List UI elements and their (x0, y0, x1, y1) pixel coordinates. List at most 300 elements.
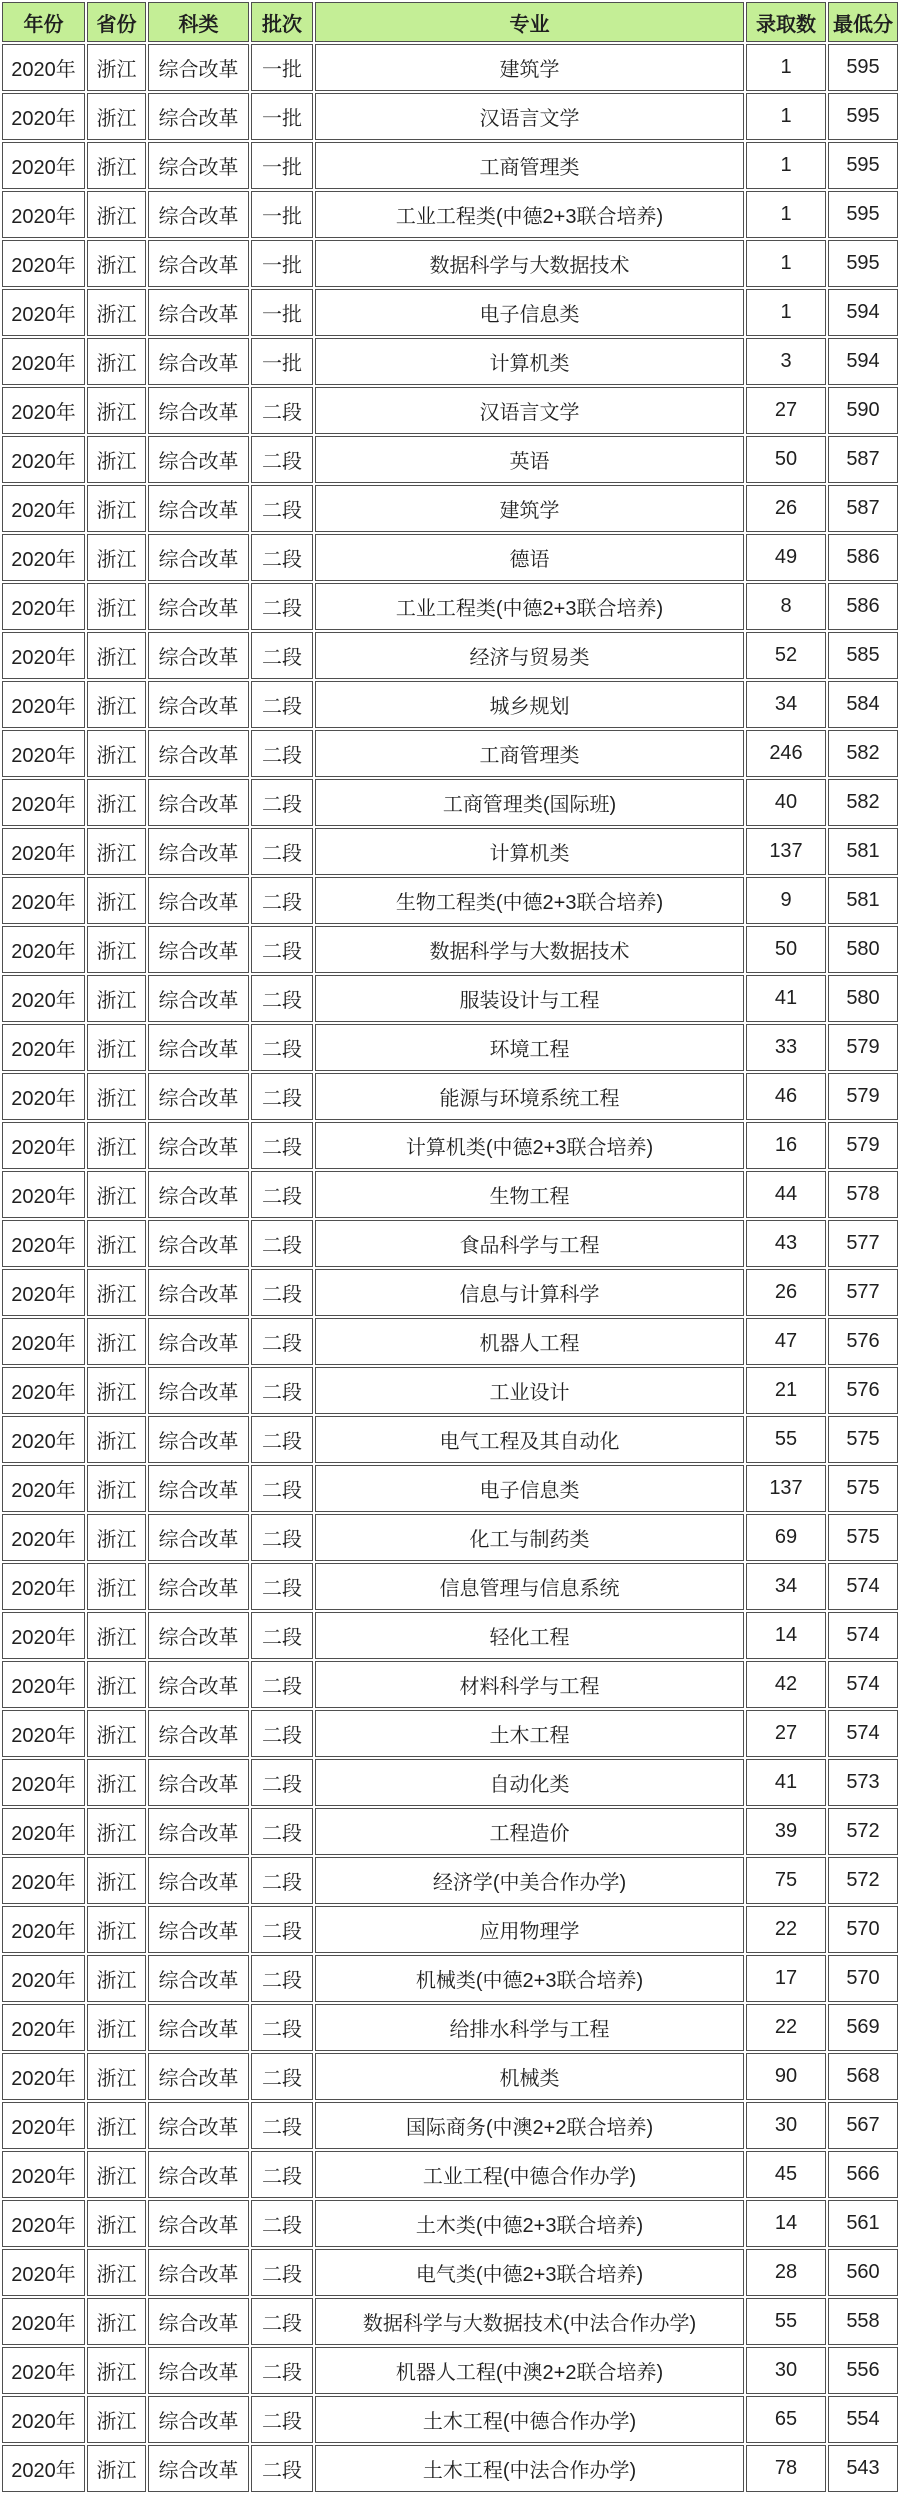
year-cell: 2020年 (2, 926, 85, 973)
year-cell: 2020年 (2, 1759, 85, 1806)
batch-cell: 一批 (251, 338, 313, 385)
min-score-cell: 576 (828, 1318, 898, 1365)
column-header-major: 专业 (315, 2, 744, 42)
major-cell: 电气类(中德2+3联合培养) (315, 2249, 744, 2296)
table-row (2, 1955, 898, 2002)
batch-cell: 二段 (251, 1759, 313, 1806)
batch-cell: 二段 (251, 2053, 313, 2100)
year-cell: 2020年 (2, 1318, 85, 1365)
year-cell: 2020年 (2, 1220, 85, 1267)
category-cell: 综合改革 (148, 436, 249, 483)
major-cell: 工商管理类(国际班) (315, 779, 744, 826)
min-score-cell: 567 (828, 2102, 898, 2149)
batch-cell: 二段 (251, 1367, 313, 1414)
batch-cell: 二段 (251, 1661, 313, 1708)
table-row (2, 436, 898, 483)
major-cell: 应用物理学 (315, 1906, 744, 1953)
table-row (2, 1024, 898, 1071)
year-cell: 2020年 (2, 828, 85, 875)
admit-count-cell: 1 (746, 44, 826, 91)
min-score-cell: 566 (828, 2151, 898, 2198)
admit-count-cell: 137 (746, 1465, 826, 1512)
min-score-cell: 561 (828, 2200, 898, 2247)
major-cell: 服装设计与工程 (315, 975, 744, 1022)
batch-cell: 二段 (251, 1171, 313, 1218)
year-cell: 2020年 (2, 1416, 85, 1463)
year-cell: 2020年 (2, 289, 85, 336)
batch-cell: 二段 (251, 2347, 313, 2394)
min-score-cell: 587 (828, 436, 898, 483)
admit-count-cell: 33 (746, 1024, 826, 1071)
category-cell: 综合改革 (148, 1171, 249, 1218)
admit-count-cell: 46 (746, 1073, 826, 1120)
province-cell: 浙江 (87, 1612, 146, 1659)
batch-cell: 一批 (251, 44, 313, 91)
admit-count-cell: 30 (746, 2102, 826, 2149)
major-cell: 机器人工程(中澳2+2联合培养) (315, 2347, 744, 2394)
year-cell: 2020年 (2, 93, 85, 140)
column-header-batch: 批次 (251, 2, 313, 42)
batch-cell: 二段 (251, 387, 313, 434)
province-cell: 浙江 (87, 1759, 146, 1806)
category-cell: 综合改革 (148, 1759, 249, 1806)
major-cell: 计算机类 (315, 828, 744, 875)
admit-count-cell: 65 (746, 2396, 826, 2443)
category-cell: 综合改革 (148, 485, 249, 532)
min-score-cell: 594 (828, 338, 898, 385)
year-cell: 2020年 (2, 2102, 85, 2149)
category-cell: 综合改革 (148, 240, 249, 287)
admit-count-cell: 44 (746, 1171, 826, 1218)
batch-cell: 二段 (251, 975, 313, 1022)
batch-cell: 二段 (251, 877, 313, 924)
year-cell: 2020年 (2, 779, 85, 826)
table-row (2, 1563, 898, 1610)
province-cell: 浙江 (87, 1220, 146, 1267)
min-score-cell: 595 (828, 142, 898, 189)
table-row (2, 1857, 898, 1904)
province-cell: 浙江 (87, 1563, 146, 1610)
category-cell: 综合改革 (148, 583, 249, 630)
min-score-cell: 595 (828, 191, 898, 238)
table-row (2, 1122, 898, 1169)
admit-count-cell: 246 (746, 730, 826, 777)
table-row (2, 583, 898, 630)
province-cell: 浙江 (87, 240, 146, 287)
category-cell: 综合改革 (148, 1220, 249, 1267)
table-row (2, 632, 898, 679)
admit-count-cell: 22 (746, 1906, 826, 1953)
major-cell: 建筑学 (315, 485, 744, 532)
category-cell: 综合改革 (148, 1808, 249, 1855)
min-score-cell: 560 (828, 2249, 898, 2296)
table-row (2, 1367, 898, 1414)
min-score-cell: 573 (828, 1759, 898, 1806)
admit-count-cell: 34 (746, 1563, 826, 1610)
column-header-year: 年份 (2, 2, 85, 42)
admit-count-cell: 1 (746, 191, 826, 238)
admit-count-cell: 49 (746, 534, 826, 581)
batch-cell: 一批 (251, 289, 313, 336)
year-cell: 2020年 (2, 436, 85, 483)
min-score-cell: 586 (828, 534, 898, 581)
province-cell: 浙江 (87, 730, 146, 777)
major-cell: 汉语言文学 (315, 93, 744, 140)
major-cell: 信息管理与信息系统 (315, 1563, 744, 1610)
table-row (2, 240, 898, 287)
province-cell: 浙江 (87, 1318, 146, 1365)
batch-cell: 一批 (251, 93, 313, 140)
province-cell: 浙江 (87, 2102, 146, 2149)
major-cell: 电子信息类 (315, 1465, 744, 1512)
major-cell: 化工与制药类 (315, 1514, 744, 1561)
category-cell: 综合改革 (148, 1122, 249, 1169)
province-cell: 浙江 (87, 1171, 146, 1218)
year-cell: 2020年 (2, 2249, 85, 2296)
admit-count-cell: 1 (746, 93, 826, 140)
admit-count-cell: 50 (746, 436, 826, 483)
header-row (2, 2, 898, 42)
major-cell: 电气工程及其自动化 (315, 1416, 744, 1463)
admit-count-cell: 78 (746, 2445, 826, 2492)
table-row (2, 1514, 898, 1561)
major-cell: 自动化类 (315, 1759, 744, 1806)
province-cell: 浙江 (87, 877, 146, 924)
table-row (2, 44, 898, 91)
admit-count-cell: 39 (746, 1808, 826, 1855)
min-score-cell: 575 (828, 1416, 898, 1463)
min-score-cell: 574 (828, 1612, 898, 1659)
year-cell: 2020年 (2, 191, 85, 238)
province-cell: 浙江 (87, 1514, 146, 1561)
min-score-cell: 587 (828, 485, 898, 532)
year-cell: 2020年 (2, 877, 85, 924)
batch-cell: 一批 (251, 191, 313, 238)
batch-cell: 二段 (251, 2200, 313, 2247)
batch-cell: 二段 (251, 2151, 313, 2198)
major-cell: 环境工程 (315, 1024, 744, 1071)
year-cell: 2020年 (2, 1563, 85, 1610)
year-cell: 2020年 (2, 1171, 85, 1218)
province-cell: 浙江 (87, 436, 146, 483)
column-header-province: 省份 (87, 2, 146, 42)
min-score-cell: 577 (828, 1220, 898, 1267)
batch-cell: 二段 (251, 2396, 313, 2443)
column-header-category: 科类 (148, 2, 249, 42)
batch-cell: 一批 (251, 240, 313, 287)
province-cell: 浙江 (87, 93, 146, 140)
min-score-cell: 574 (828, 1661, 898, 1708)
admit-count-cell: 27 (746, 1710, 826, 1757)
min-score-cell: 580 (828, 926, 898, 973)
table-row (2, 1612, 898, 1659)
min-score-cell: 579 (828, 1073, 898, 1120)
province-cell: 浙江 (87, 2053, 146, 2100)
major-cell: 轻化工程 (315, 1612, 744, 1659)
admit-count-cell: 43 (746, 1220, 826, 1267)
province-cell: 浙江 (87, 583, 146, 630)
category-cell: 综合改革 (148, 2200, 249, 2247)
year-cell: 2020年 (2, 2004, 85, 2051)
major-cell: 德语 (315, 534, 744, 581)
min-score-cell: 581 (828, 877, 898, 924)
min-score-cell: 575 (828, 1514, 898, 1561)
category-cell: 综合改革 (148, 191, 249, 238)
major-cell: 英语 (315, 436, 744, 483)
year-cell: 2020年 (2, 1514, 85, 1561)
category-cell: 综合改革 (148, 2004, 249, 2051)
table-row (2, 730, 898, 777)
major-cell: 建筑学 (315, 44, 744, 91)
admit-count-cell: 40 (746, 779, 826, 826)
table-row (2, 1759, 898, 1806)
category-cell: 综合改革 (148, 1955, 249, 2002)
category-cell: 综合改革 (148, 1514, 249, 1561)
major-cell: 国际商务(中澳2+2联合培养) (315, 2102, 744, 2149)
table-row (2, 1171, 898, 1218)
category-cell: 综合改革 (148, 338, 249, 385)
major-cell: 土木类(中德2+3联合培养) (315, 2200, 744, 2247)
province-cell: 浙江 (87, 1269, 146, 1316)
major-cell: 土木工程(中德合作办学) (315, 2396, 744, 2443)
table-row (2, 779, 898, 826)
admit-count-cell: 1 (746, 142, 826, 189)
admit-count-cell: 45 (746, 2151, 826, 2198)
admit-count-cell: 22 (746, 2004, 826, 2051)
category-cell: 综合改革 (148, 779, 249, 826)
admit-count-cell: 14 (746, 1612, 826, 1659)
admit-count-cell: 16 (746, 1122, 826, 1169)
min-score-cell: 570 (828, 1906, 898, 1953)
table-row (2, 975, 898, 1022)
table-row (2, 1906, 898, 1953)
min-score-cell: 570 (828, 1955, 898, 2002)
year-cell: 2020年 (2, 1612, 85, 1659)
major-cell: 经济与贸易类 (315, 632, 744, 679)
major-cell: 数据科学与大数据技术 (315, 240, 744, 287)
category-cell: 综合改革 (148, 2102, 249, 2149)
admit-count-cell: 52 (746, 632, 826, 679)
province-cell: 浙江 (87, 1416, 146, 1463)
admit-count-cell: 47 (746, 1318, 826, 1365)
min-score-cell: 580 (828, 975, 898, 1022)
category-cell: 综合改革 (148, 2151, 249, 2198)
admit-count-cell: 8 (746, 583, 826, 630)
admit-count-cell: 41 (746, 975, 826, 1022)
major-cell: 工业工程类(中德2+3联合培养) (315, 583, 744, 630)
admit-count-cell: 1 (746, 289, 826, 336)
min-score-cell: 572 (828, 1808, 898, 1855)
admit-count-cell: 55 (746, 1416, 826, 1463)
category-cell: 综合改革 (148, 2249, 249, 2296)
admit-count-cell: 14 (746, 2200, 826, 2247)
column-header-admit-count: 录取数 (746, 2, 826, 42)
batch-cell: 二段 (251, 1122, 313, 1169)
table-row (2, 93, 898, 140)
batch-cell: 二段 (251, 1318, 313, 1365)
table-row (2, 2102, 898, 2149)
table-row (2, 1416, 898, 1463)
table-row (2, 338, 898, 385)
province-cell: 浙江 (87, 191, 146, 238)
table-row (2, 926, 898, 973)
year-cell: 2020年 (2, 583, 85, 630)
batch-cell: 一批 (251, 142, 313, 189)
category-cell: 综合改革 (148, 1318, 249, 1365)
admit-count-cell: 27 (746, 387, 826, 434)
min-score-cell: 558 (828, 2298, 898, 2345)
batch-cell: 二段 (251, 2249, 313, 2296)
min-score-cell: 595 (828, 44, 898, 91)
table-row (2, 1073, 898, 1120)
province-cell: 浙江 (87, 2249, 146, 2296)
table-row (2, 1269, 898, 1316)
major-cell: 城乡规划 (315, 681, 744, 728)
min-score-cell: 578 (828, 1171, 898, 1218)
year-cell: 2020年 (2, 1906, 85, 1953)
major-cell: 生物工程类(中德2+3联合培养) (315, 877, 744, 924)
admit-count-cell: 69 (746, 1514, 826, 1561)
province-cell: 浙江 (87, 681, 146, 728)
category-cell: 综合改革 (148, 1661, 249, 1708)
min-score-cell: 556 (828, 2347, 898, 2394)
major-cell: 计算机类 (315, 338, 744, 385)
year-cell: 2020年 (2, 1122, 85, 1169)
year-cell: 2020年 (2, 240, 85, 287)
table-row (2, 1318, 898, 1365)
category-cell: 综合改革 (148, 289, 249, 336)
table-row (2, 1710, 898, 1757)
min-score-cell: 574 (828, 1710, 898, 1757)
year-cell: 2020年 (2, 1710, 85, 1757)
category-cell: 综合改革 (148, 877, 249, 924)
table-row (2, 387, 898, 434)
table-header (2, 2, 898, 42)
province-cell: 浙江 (87, 44, 146, 91)
min-score-cell: 595 (828, 93, 898, 140)
table-row (2, 1220, 898, 1267)
year-cell: 2020年 (2, 730, 85, 777)
category-cell: 综合改革 (148, 93, 249, 140)
category-cell: 综合改革 (148, 2396, 249, 2443)
category-cell: 综合改革 (148, 1367, 249, 1414)
province-cell: 浙江 (87, 1073, 146, 1120)
category-cell: 综合改革 (148, 1073, 249, 1120)
admit-count-cell: 26 (746, 1269, 826, 1316)
province-cell: 浙江 (87, 1661, 146, 1708)
table-body (2, 44, 898, 2492)
batch-cell: 二段 (251, 2298, 313, 2345)
province-cell: 浙江 (87, 975, 146, 1022)
province-cell: 浙江 (87, 1955, 146, 2002)
min-score-cell: 590 (828, 387, 898, 434)
major-cell: 数据科学与大数据技术(中法合作办学) (315, 2298, 744, 2345)
province-cell: 浙江 (87, 1808, 146, 1855)
batch-cell: 二段 (251, 534, 313, 581)
admit-count-cell: 3 (746, 338, 826, 385)
table-row (2, 2151, 898, 2198)
year-cell: 2020年 (2, 2396, 85, 2443)
min-score-cell: 584 (828, 681, 898, 728)
min-score-cell: 575 (828, 1465, 898, 1512)
min-score-cell: 579 (828, 1122, 898, 1169)
province-cell: 浙江 (87, 485, 146, 532)
batch-cell: 二段 (251, 1269, 313, 1316)
admit-count-cell: 75 (746, 1857, 826, 1904)
batch-cell: 二段 (251, 1808, 313, 1855)
year-cell: 2020年 (2, 1465, 85, 1512)
admit-count-cell: 1 (746, 240, 826, 287)
province-cell: 浙江 (87, 2396, 146, 2443)
min-score-cell: 543 (828, 2445, 898, 2492)
batch-cell: 二段 (251, 2102, 313, 2149)
table-row (2, 1661, 898, 1708)
table-row (2, 191, 898, 238)
province-cell: 浙江 (87, 1906, 146, 1953)
major-cell: 食品科学与工程 (315, 1220, 744, 1267)
batch-cell: 二段 (251, 1416, 313, 1463)
batch-cell: 二段 (251, 583, 313, 630)
province-cell: 浙江 (87, 2298, 146, 2345)
major-cell: 工业设计 (315, 1367, 744, 1414)
category-cell: 综合改革 (148, 142, 249, 189)
table-row (2, 828, 898, 875)
province-cell: 浙江 (87, 387, 146, 434)
category-cell: 综合改革 (148, 387, 249, 434)
table-row (2, 534, 898, 581)
batch-cell: 二段 (251, 1710, 313, 1757)
province-cell: 浙江 (87, 926, 146, 973)
year-cell: 2020年 (2, 1024, 85, 1071)
year-cell: 2020年 (2, 632, 85, 679)
category-cell: 综合改革 (148, 1465, 249, 1512)
province-cell: 浙江 (87, 142, 146, 189)
batch-cell: 二段 (251, 1955, 313, 2002)
province-cell: 浙江 (87, 1122, 146, 1169)
category-cell: 综合改革 (148, 1024, 249, 1071)
admit-count-cell: 28 (746, 2249, 826, 2296)
admit-count-cell: 55 (746, 2298, 826, 2345)
province-cell: 浙江 (87, 534, 146, 581)
year-cell: 2020年 (2, 1808, 85, 1855)
table-row (2, 142, 898, 189)
admit-count-cell: 42 (746, 1661, 826, 1708)
year-cell: 2020年 (2, 534, 85, 581)
major-cell: 工商管理类 (315, 730, 744, 777)
major-cell: 数据科学与大数据技术 (315, 926, 744, 973)
province-cell: 浙江 (87, 1857, 146, 1904)
batch-cell: 二段 (251, 681, 313, 728)
min-score-cell: 554 (828, 2396, 898, 2443)
province-cell: 浙江 (87, 632, 146, 679)
year-cell: 2020年 (2, 1073, 85, 1120)
year-cell: 2020年 (2, 44, 85, 91)
batch-cell: 二段 (251, 1024, 313, 1071)
category-cell: 综合改革 (148, 975, 249, 1022)
major-cell: 工业工程类(中德2+3联合培养) (315, 191, 744, 238)
year-cell: 2020年 (2, 1661, 85, 1708)
year-cell: 2020年 (2, 387, 85, 434)
min-score-cell: 582 (828, 730, 898, 777)
major-cell: 电子信息类 (315, 289, 744, 336)
category-cell: 综合改革 (148, 44, 249, 91)
year-cell: 2020年 (2, 2445, 85, 2492)
min-score-cell: 579 (828, 1024, 898, 1071)
batch-cell: 二段 (251, 1220, 313, 1267)
major-cell: 机械类 (315, 2053, 744, 2100)
category-cell: 综合改革 (148, 1906, 249, 1953)
major-cell: 能源与环境系统工程 (315, 1073, 744, 1120)
